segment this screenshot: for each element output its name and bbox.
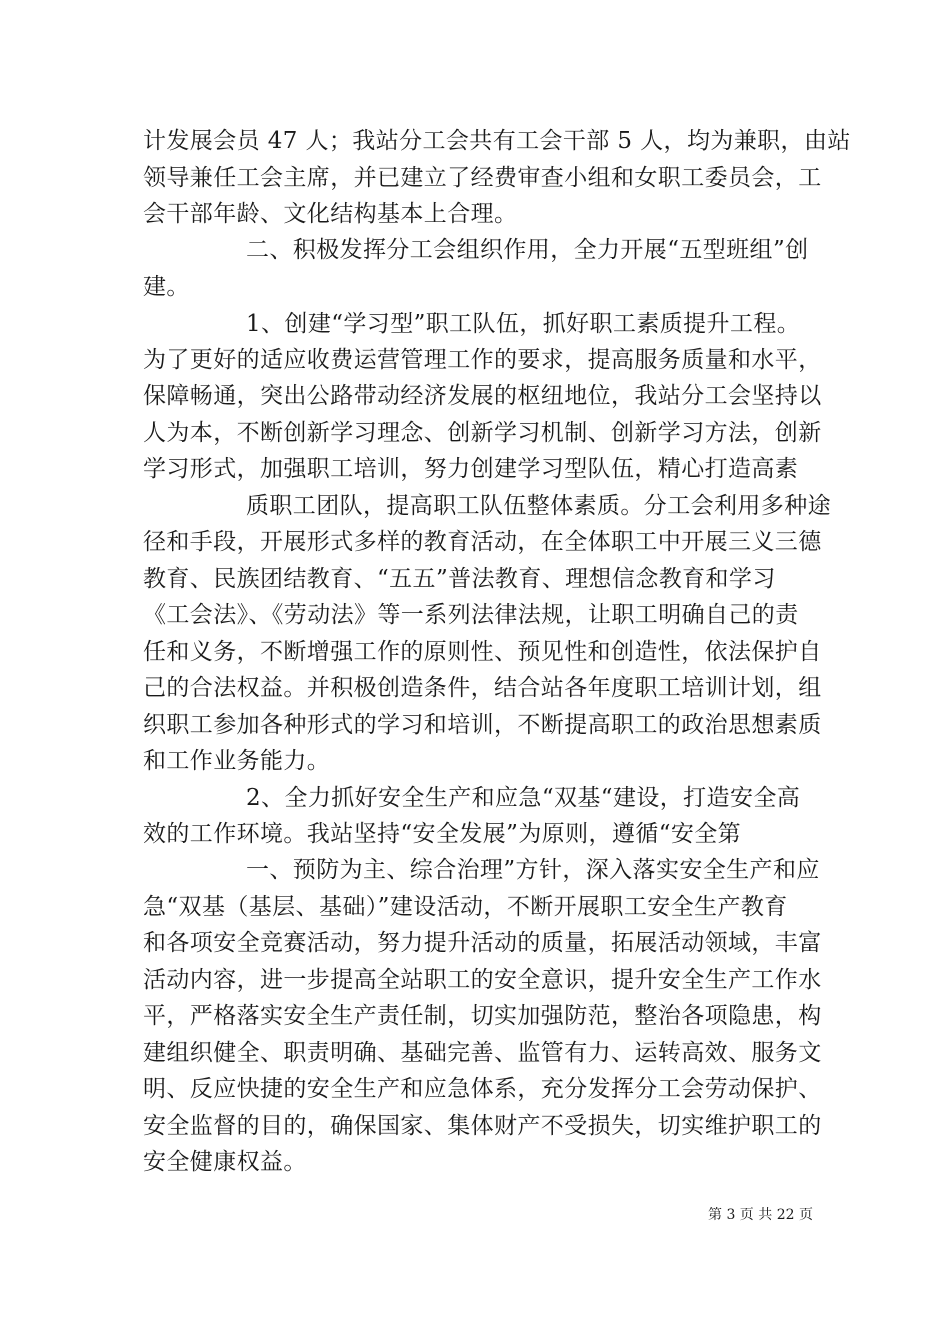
subsection-heading-line: 1、创建“学习型”职工队伍，抓好职工素质提升工程。: [246, 311, 801, 337]
body-text-line: 明、反应快捷的安全生产和应急体系，充分发挥分工会劳动保护、: [143, 1076, 822, 1102]
body-text-line: 保障畅通，突出公路带动经济发展的枢纽地位，我站分工会坚持以: [143, 383, 822, 409]
body-text-line: 活动内容，进一步提高全站职工的安全意识，提升安全生产工作水: [143, 967, 822, 993]
body-text-line: 和各项安全竞赛活动，努力提升活动的质量，拓展活动领域，丰富: [143, 930, 822, 956]
body-text-line: 任和义务，不断增强工作的原则性、预见性和创造性，依法保护自: [143, 639, 822, 665]
body-text-line: 己的合法权益。并积极创造条件，结合站各年度职工培训计划，组: [143, 675, 822, 701]
body-text-line: 效的工作环境。我站坚持“安全发展”为原则，遵循“安全第: [143, 821, 742, 847]
body-text-line: 径和手段，开展形式多样的教育活动，在全体职工中开展三义三德: [143, 529, 822, 555]
section-heading-line: 二、积极发挥分工会组织作用，全力开展“五型班组”创: [246, 237, 809, 263]
body-text-line: 领导兼任工会主席，并已建立了经费审查小组和女职工委员会，工: [143, 165, 822, 191]
section-heading-line: 建。: [143, 274, 190, 300]
body-text-line: 教育、民族团结教育、“五五”普法教育、理想信念教育和学习: [143, 566, 776, 592]
body-text-line: 会干部年龄、文化结构基本上合理。: [143, 201, 518, 227]
body-text-line: 人为本，不断创新学习理念、创新学习机制、创新学习方法，创新: [143, 420, 822, 446]
body-text-line: 平，严格落实安全生产责任制，切实加强防范，整治各项隐患，构: [143, 1003, 822, 1029]
body-text-line: 建组织健全、职责明确、基础完善、监管有力、运转高效、服务文: [143, 1040, 822, 1066]
body-text-line: 质职工团队，提高职工队伍整体素质。分工会利用多种途: [246, 493, 831, 519]
body-text-line: 一、预防为主、综合治理”方针，深入落实安全生产和应: [246, 857, 820, 883]
body-text-line: 学习形式，加强职工培训，努力创建学习型队伍，精心打造高素: [143, 456, 799, 482]
body-text-line: 织职工参加各种形式的学习和培训，不断提高职工的政治思想素质: [143, 712, 822, 738]
body-text-line: 安全健康权益。: [143, 1149, 307, 1175]
body-text-line: 和工作业务能力。: [143, 748, 331, 774]
body-text-line: 为了更好的适应收费运营管理工作的要求，提高服务质量和水平，: [143, 347, 822, 373]
body-text-line: 《工会法》、《劳动法》等一系列法律法规，让职工明确自己的责: [143, 602, 799, 628]
subsection-heading-line: 2、全力抓好安全生产和应急“双基“建设，打造安全高: [246, 785, 801, 811]
body-text-line: 安全监督的目的，确保国家、集体财产不受损失，切实维护职工的: [143, 1113, 822, 1139]
body-text-line: 计发展会员 47 人；我站分工会共有工会干部 5 人，均为兼职，由站: [143, 128, 851, 154]
page-number-footer: 第 3 页 共 22 页: [708, 1207, 813, 1223]
body-text-line: 急“双基（基层、基础）”建设活动，不断开展职工安全生产教育: [143, 894, 788, 920]
